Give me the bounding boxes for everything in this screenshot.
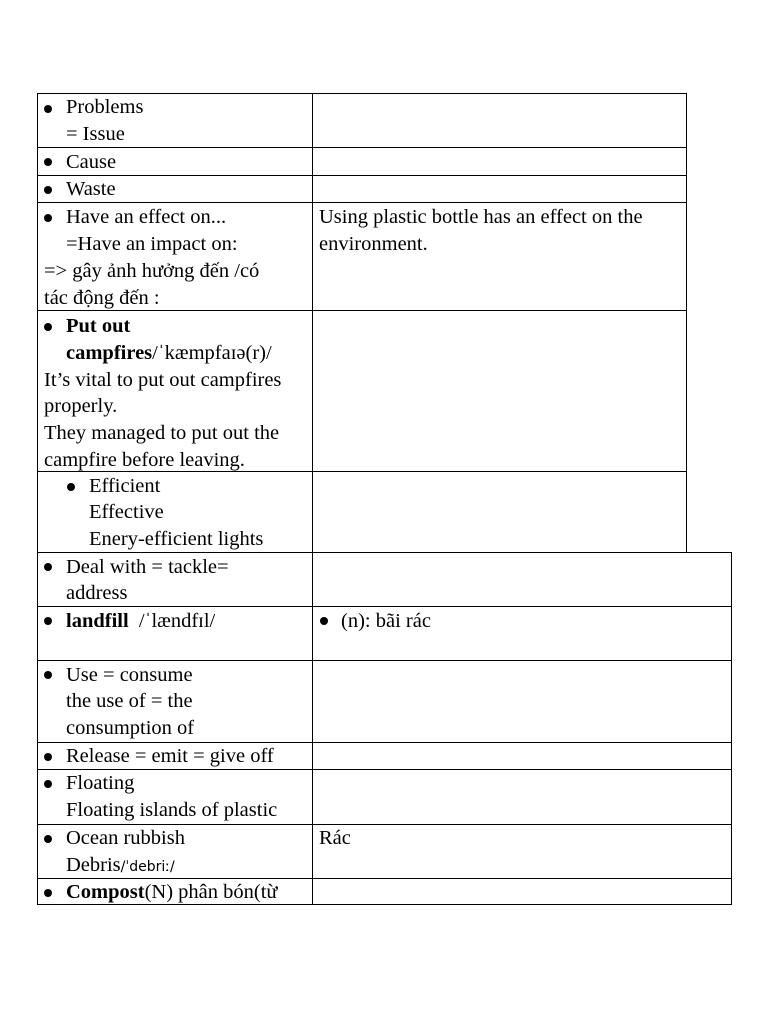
example-cell — [312, 769, 732, 825]
term-cell — [37, 202, 313, 311]
example-sentence: properly. — [44, 395, 118, 417]
term-text: Cause — [66, 151, 117, 173]
term-cell — [37, 742, 313, 770]
example-cell — [312, 552, 732, 607]
term-text: Floating — [66, 772, 135, 794]
term-text: Floating islands of plastic — [66, 799, 278, 821]
term-text: = Issue — [66, 123, 125, 145]
term-cell — [37, 660, 313, 743]
example-text: Rác — [319, 827, 351, 849]
term-cell — [37, 824, 313, 879]
term-text: Put out — [66, 315, 131, 337]
term-cell — [37, 147, 313, 176]
example-sentence: They managed to put out the — [44, 422, 280, 444]
bullet-icon — [67, 483, 75, 491]
example-text: (n): bãi rác — [341, 610, 431, 632]
bullet-icon — [44, 835, 52, 843]
bullet-icon — [44, 214, 52, 222]
term-text: landfill /ˈlændfɪl/ — [66, 610, 216, 632]
example-text: environment. — [319, 233, 428, 255]
note-text: => gây ảnh hưởng đến /có — [44, 260, 260, 282]
term-text: Debris/ˈdebriː/ — [66, 854, 175, 876]
example-text: Using plastic bottle has an effect on the — [319, 206, 643, 228]
term-text: Efficient — [89, 475, 161, 497]
bullet-icon — [320, 617, 328, 625]
bullet-icon — [44, 780, 52, 788]
term-text: address — [66, 582, 128, 604]
term-cell — [37, 93, 313, 148]
term-cell — [37, 310, 313, 472]
example-cell — [312, 93, 687, 148]
term-text: Release = emit = give off — [66, 745, 274, 767]
pronunciation: /ˈlændfɪl/ — [138, 610, 216, 632]
term-cell — [37, 769, 313, 825]
example-cell — [312, 471, 687, 553]
term-text: Ocean rubbish — [66, 827, 185, 849]
term-cell — [37, 175, 313, 203]
example-cell — [312, 878, 732, 905]
term-cell — [37, 552, 313, 607]
example-cell — [312, 606, 732, 661]
example-cell — [312, 147, 687, 176]
note-text: tác động đến : — [44, 287, 160, 309]
example-sentence: It’s vital to put out campfires — [44, 369, 282, 391]
example-cell — [312, 202, 687, 311]
example-cell — [312, 660, 732, 743]
term-text: Have an effect on... — [66, 206, 227, 228]
bullet-icon — [44, 889, 52, 897]
bullet-icon — [44, 753, 52, 761]
term-text: Enery-efficient lights — [89, 528, 264, 550]
term-text: campfires/ˈkæmpfaɪə(r)/ — [66, 342, 272, 364]
bullet-icon — [44, 158, 52, 166]
example-sentence: campfire before leaving. — [44, 449, 245, 471]
term-cell — [37, 878, 313, 905]
pronunciation: /ˈkæmpfaɪə(r)/ — [152, 342, 272, 364]
term-text: Waste — [66, 178, 116, 200]
bullet-icon — [44, 563, 52, 571]
term-text: consumption of — [66, 717, 195, 739]
term-cell — [37, 606, 313, 661]
term-text: Problems — [66, 96, 144, 118]
bullet-icon — [44, 105, 52, 113]
example-cell — [312, 824, 732, 879]
example-cell — [312, 742, 732, 770]
example-cell — [312, 175, 687, 203]
bullet-icon — [44, 323, 52, 331]
pronunciation: /ˈdebriː/ — [120, 859, 175, 875]
term-text: Effective — [89, 501, 164, 523]
bullet-icon — [44, 617, 52, 625]
term-text: the use of = the — [66, 690, 193, 712]
term-text: Deal with = tackle= — [66, 556, 229, 578]
bullet-icon — [44, 671, 52, 679]
term-text: =Have an impact on: — [66, 233, 238, 255]
bullet-icon — [44, 186, 52, 194]
example-cell — [312, 310, 687, 472]
term-cell — [37, 471, 313, 553]
term-text: Use = consume — [66, 664, 193, 686]
term-text: Compost(N) phân bón(từ — [66, 881, 278, 903]
